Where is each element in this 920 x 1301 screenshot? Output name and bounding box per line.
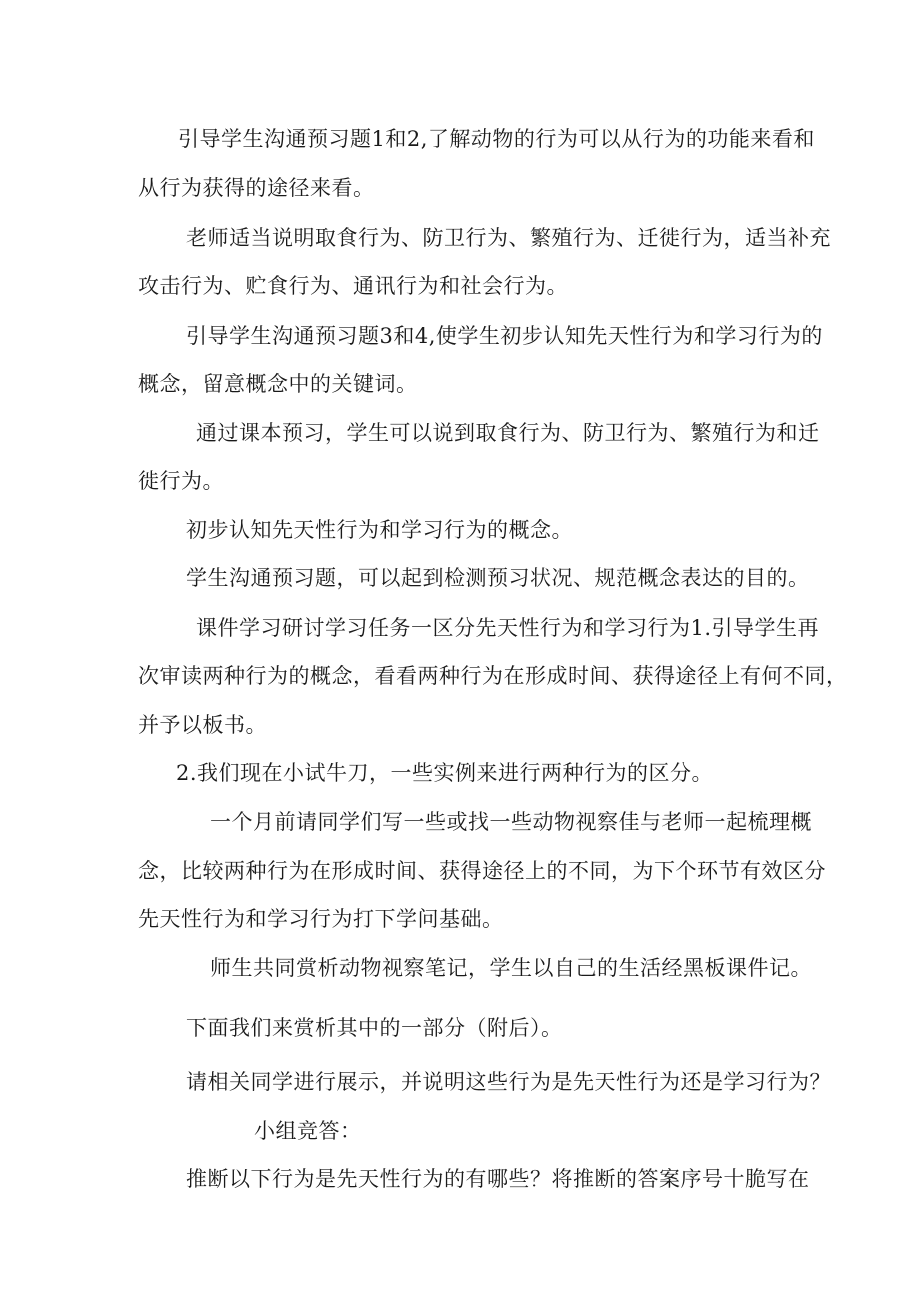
text-line: 通过课本预习，学生可以说到取食行为、防卫行为、繁殖行为和迁 — [196, 421, 820, 445]
text-line: 学生沟通预习题，可以起到检测预习状况、规范概念表达的目的。 — [186, 566, 810, 590]
text-line: 概念，留意概念中的关键词。 — [138, 372, 418, 396]
text-line: 并予以板书。 — [138, 713, 267, 737]
text-line: 一个月前请同学们写一些或找一些动物视察佳与老师一起梳理概 — [210, 810, 812, 834]
text-line: 徙行为。 — [138, 469, 224, 493]
text-line: 小组竞答： — [254, 1119, 362, 1143]
text-line: 2.我们现在小试牛刀，一些实例来进行两种行为的区分。 — [176, 761, 714, 785]
text-line: 下面我们来赏析其中的一部分（附后）。 — [186, 1016, 563, 1040]
text-line: 课件学习研讨学习任务一区分先天性行为和学习行为1.引导学生再 — [196, 616, 820, 640]
text-line: 请相关同学进行展示，并说明这些行为是先天性行为还是学习行为？ — [186, 1070, 831, 1094]
text-line: 初步认知先天性行为和学习行为的概念。 — [186, 518, 573, 542]
text-line: 老师适当说明取食行为、防卫行为、繁殖行为、迁徙行为，适当补充 — [186, 226, 831, 250]
text-line: 先天性行为和学习行为打下学问基础。 — [138, 907, 504, 931]
text-line: 引导学生沟通预习题3和4,使学生初步认知先天性行为和学习行为的 — [186, 324, 823, 348]
text-line: 次审读两种行为的概念，看看两种行为在形成时间、获得途径上有何不同， — [138, 664, 848, 688]
text-line: 推断以下行为是先天性行为的有哪些？将推断的答案序号十脆写在 — [186, 1167, 810, 1191]
text-line: 念，比较两种行为在形成时间、获得途径上的不同，为下个环节有效区分 — [138, 859, 826, 883]
text-line: 从行为获得的途径来看。 — [138, 176, 375, 200]
text-line: 师生共同赏析动物视察笔记，学生以自己的生活经黑板课件记。 — [210, 956, 812, 980]
text-line: 攻击行为、贮食行为、通讯行为和社会行为。 — [138, 274, 568, 298]
text-line: 引导学生沟通预习题1和2,了解动物的行为可以从行为的功能来看和 — [178, 127, 815, 151]
